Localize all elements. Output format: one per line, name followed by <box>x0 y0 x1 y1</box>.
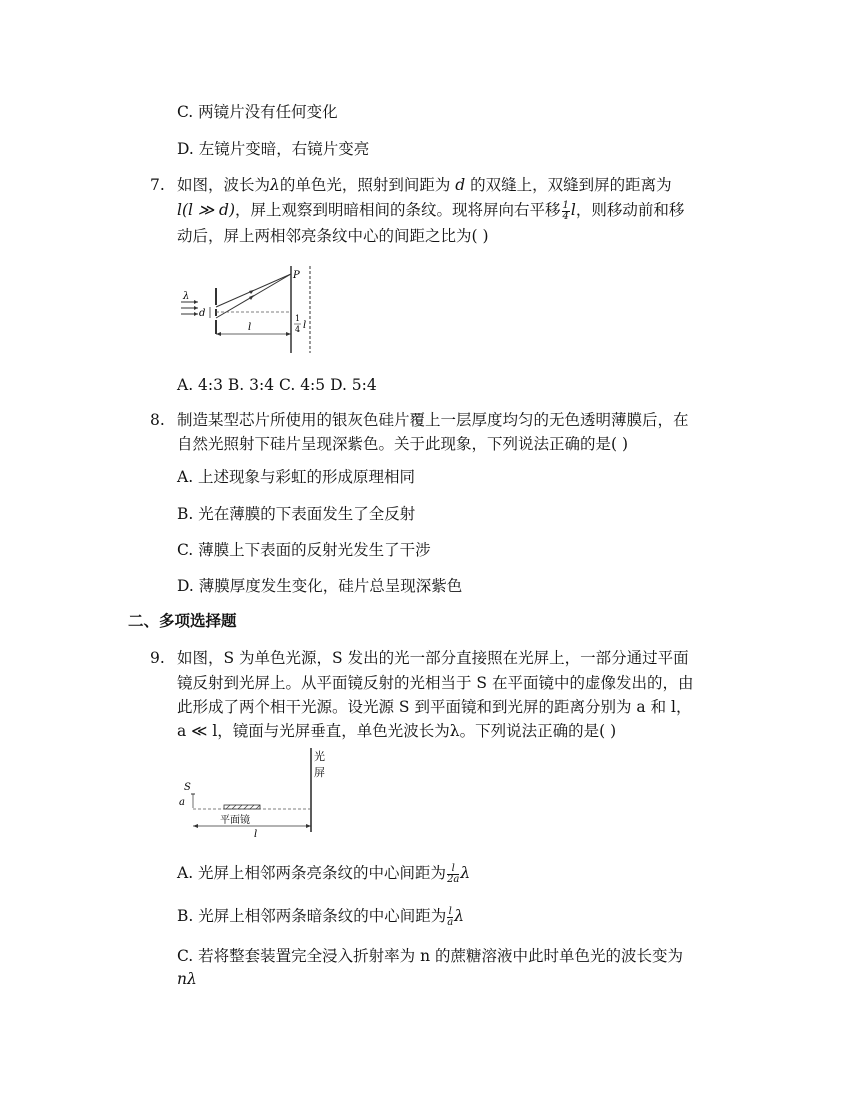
lambda-symbol: λ <box>454 907 465 925</box>
option-b-fraction <box>447 907 453 928</box>
mirror-label: 平面镜 <box>220 815 250 826</box>
section-title: 二、多项选择题 <box>128 611 237 630</box>
q8-option-b: B. 光在薄膜的下表面发生了全反射 <box>177 505 416 523</box>
l-symbol: l <box>570 201 576 219</box>
q6-option-d: D. 左镜片变暗，右镜片变亮 <box>177 140 370 158</box>
fraction-numerator: 1 <box>562 199 569 211</box>
q9-stem-line-2: 镜反射到光屏上。从平面镜反射的光相当于 S 在平面镜中的虚像发出的，由 <box>177 674 694 692</box>
q8-option-d: D. 薄膜厚度发生变化，硅片总呈现深紫色 <box>177 577 463 595</box>
q9-option-c-line-1: C. 若将整套装置完全浸入折射率为 n 的蔗糖溶液中此时单色光的波长变为 <box>177 947 684 965</box>
fraction-numerator: l <box>447 864 459 875</box>
S-label: S <box>184 782 191 793</box>
q7-text: 的单色光，照射到间距为 <box>279 176 456 194</box>
l-condition: l(l ≫ d) <box>177 201 236 219</box>
q7-stem-line-1 <box>177 174 672 196</box>
screen-label-1: 光 <box>314 750 325 763</box>
q7-text: ，屏上观察到明暗相间的条纹。现将屏向右平移 <box>235 201 561 219</box>
l-label-2: l <box>254 829 258 840</box>
q9-stem-line-3: 此形成了两个相干光源。设光源 S 到平面镜和到光屏的距离分别为 a 和 l， <box>177 698 692 716</box>
q9-option-b <box>177 905 464 928</box>
d-label: d <box>199 308 206 319</box>
q8-option-c: C. 薄膜上下表面的反射光发生了干涉 <box>177 541 431 559</box>
q6-option-c: C. 两镜片没有任何变化 <box>177 103 338 121</box>
fraction-denominator: 2a <box>447 873 460 885</box>
q9-option-c-line-2 <box>177 968 197 990</box>
fraction-denominator: 4 <box>562 210 569 222</box>
quarter-l-label: l <box>303 320 307 331</box>
a-label: a <box>179 797 185 808</box>
fraction-denominator: a <box>447 916 454 928</box>
q8-stem-line-1: 制造某型芯片所使用的银灰色硅片覆上一层厚度均匀的无色透明薄膜后，在 <box>177 411 689 429</box>
q7-text: 的双缝上，双缝到屏的距离为 <box>465 176 672 194</box>
double-slit-diagram <box>176 258 326 358</box>
quarter-fraction <box>562 201 570 222</box>
q7-text: ，则移动前和移 <box>575 201 685 219</box>
q7-options: A. 4:3 B. 3:4 C. 4:5 D. 5:4 <box>177 376 377 394</box>
lloyd-mirror-diagram <box>176 746 336 840</box>
q8-stem-line-2: 自然光照射下硅片呈现深紫色。关于此现象，下列说法正确的是( ) <box>177 435 629 453</box>
screen-label-2: 屏 <box>314 766 325 779</box>
quarter-denominator: 4 <box>295 325 301 334</box>
option-b-text: B. 光屏上相邻两条暗条纹的中心间距为 <box>177 907 447 925</box>
d-symbol: d <box>455 176 466 194</box>
q7-text: 如图，波长为 <box>177 176 271 194</box>
lambda-symbol: λ <box>460 864 471 882</box>
q8-number: 8. <box>150 411 165 429</box>
l-label: l <box>248 322 252 333</box>
option-a-fraction <box>447 864 459 885</box>
option-a-text: A. 光屏上相邻两条亮条纹的中心间距为 <box>177 864 447 882</box>
n-lambda: nλ <box>177 970 197 988</box>
q7-number: 7. <box>150 176 165 194</box>
quarter-numerator: 1 <box>295 314 301 323</box>
q9-number: 9. <box>150 649 165 667</box>
q7-stem-line-3: 动后，屏上两相邻亮条纹中心的间距之比为( ) <box>177 227 489 245</box>
q9-stem-line-1: 如图，S 为单色光源，S 发出的光一部分直接照在光屏上，一部分通过平面 <box>177 649 689 667</box>
lambda-symbol: λ <box>270 176 280 194</box>
q8-option-a: A. 上述现象与彩虹的形成原理相同 <box>177 468 416 486</box>
fraction-numerator: l <box>448 905 452 917</box>
q7-stem-line-2 <box>177 199 684 222</box>
q9-stem-line-4: a ≪ l，镜面与光屏垂直，单色光波长为λ。下列说法正确的是( ) <box>177 722 617 740</box>
q9-option-a <box>177 862 470 885</box>
P-label: P <box>293 270 300 281</box>
lambda-label: λ <box>183 291 190 302</box>
